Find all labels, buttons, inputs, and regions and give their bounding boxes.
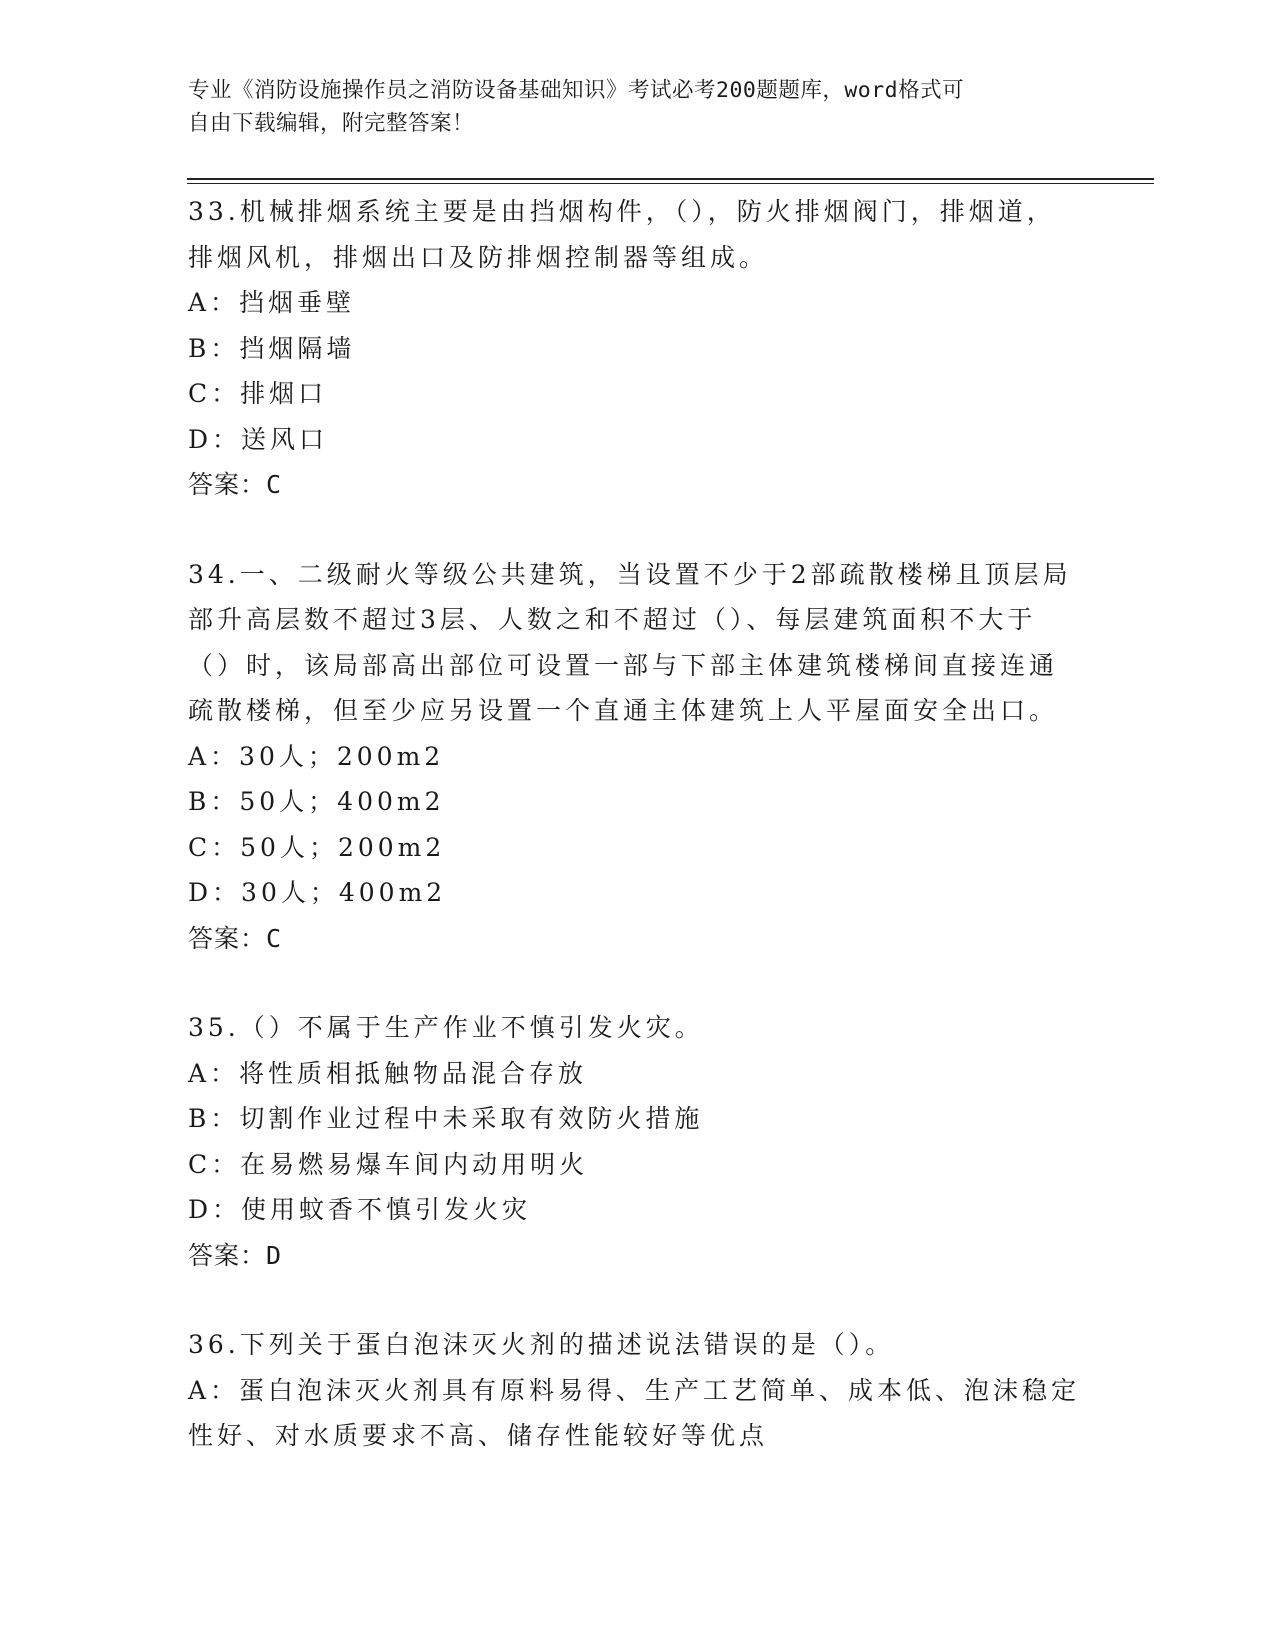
option-c: C：排烟口 xyxy=(188,379,328,408)
option-c: C：50人；200m2 xyxy=(188,832,446,862)
header-divider-thick xyxy=(187,178,1154,180)
question-stem-line: （）时，该局部高出部位可设置一部与下部主体建筑楼梯间直接连通 xyxy=(188,650,1059,680)
option-a: A：将性质相抵触物品混合存放 xyxy=(188,1058,588,1088)
answer-line: 答案：C xyxy=(188,470,283,499)
header-divider-thin xyxy=(187,183,1154,184)
option-a: A：挡烟垂壁 xyxy=(188,288,356,317)
answer-line: 答案：C xyxy=(188,923,283,953)
option-d: D：送风口 xyxy=(188,424,329,454)
question-stem-line: 36.下列关于蛋白泡沫灭火剂的描述说法错误的是（）。 xyxy=(188,1330,895,1359)
option-d: D：使用蚊香不慎引发火灾 xyxy=(188,1195,532,1224)
question-stem-line: 疏散楼梯，但至少应另设置一个直通主体建筑上人平屋面安全出口。 xyxy=(188,696,1059,725)
question-stem-line: 33.机械排烟系统主要是由挡烟构件，（），防火排烟阀门，排烟道， xyxy=(188,197,1056,226)
document-header xyxy=(188,74,1068,140)
question-stem-line: 35.（）不属于生产作业不慎引发火灾。 xyxy=(188,1013,704,1042)
option-b: B：50人；400m2 xyxy=(188,787,445,816)
header-line-1: 专业《消防设施操作员之消防设备基础知识》考试必考200题题库，word格式可 xyxy=(188,78,965,103)
question-stem-line: 34.一、二级耐火等级公共建筑，当设置不少于2部疏散楼梯且顶层局 xyxy=(188,559,1072,589)
option-d: D：30人；400m2 xyxy=(188,878,447,907)
header-line-2: 自由下载编辑，附完整答案！ xyxy=(188,111,475,136)
question-36 xyxy=(188,1322,1088,1459)
option-c: C：在易燃易爆车间内动用明火 xyxy=(188,1149,589,1179)
question-34 xyxy=(188,552,1088,962)
question-35 xyxy=(188,1005,1088,1278)
answer-line: 答案：D xyxy=(188,1240,283,1270)
question-stem-line: 部升高层数不超过3层、人数之和不超过（）、每层建筑面积不大于 xyxy=(188,605,1037,634)
option-b: B：挡烟隔墙 xyxy=(188,333,356,363)
option-a-continued: 性好、对水质要求不高、储存性能较好等优点 xyxy=(188,1421,769,1450)
question-33 xyxy=(188,189,1088,508)
option-a: A：蛋白泡沫灭火剂具有原料易得、生产工艺简单、成本低、泡沫稳定 xyxy=(188,1375,1081,1405)
option-a: A：30人；200m2 xyxy=(188,741,445,771)
question-stem-line: 排烟风机，排烟出口及防排烟控制器等组成。 xyxy=(188,242,769,272)
question-list xyxy=(188,189,1088,1503)
option-b: B：切割作业过程中未采取有效防火措施 xyxy=(188,1104,704,1133)
